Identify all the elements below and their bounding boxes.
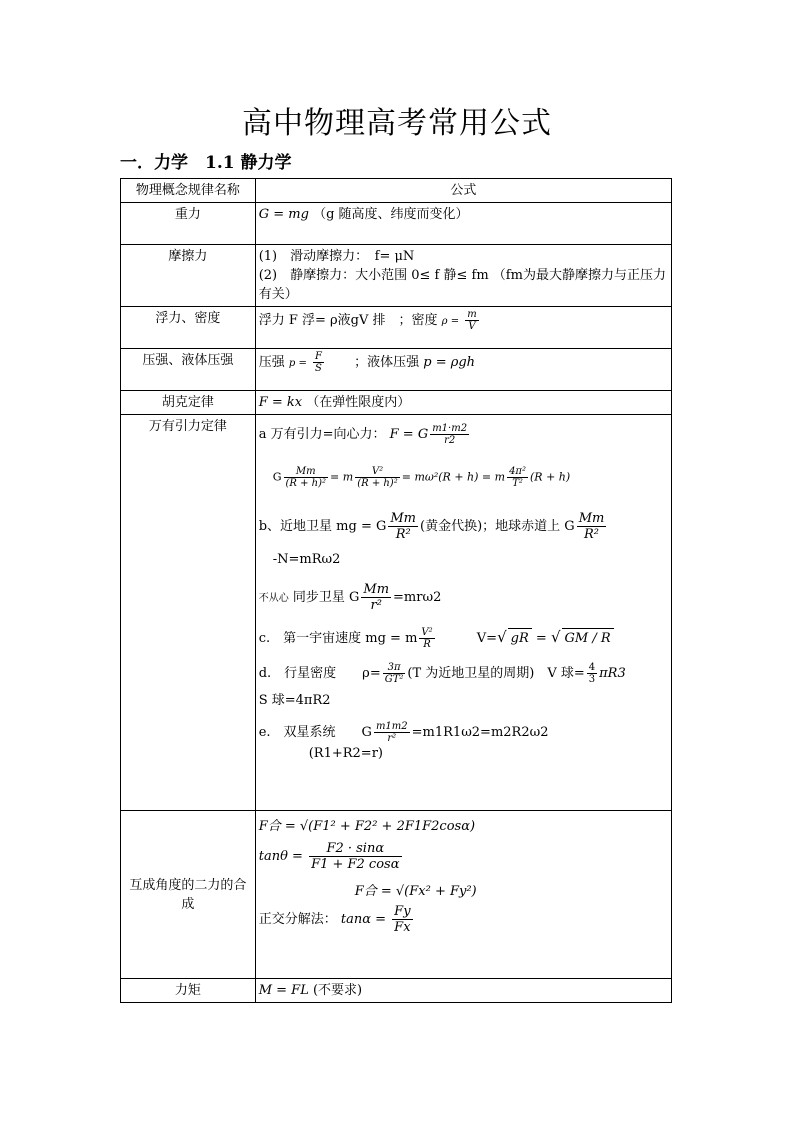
row-formula-torque [255, 979, 671, 1003]
pressure-text: 压强 [258, 355, 285, 370]
grav-d-s: S 球=4πR2 [258, 693, 331, 708]
grav-sync-label: 同步卫星 G [292, 590, 360, 605]
density-den: V [468, 321, 476, 332]
pressure-p: p = [288, 358, 307, 369]
grav-sync-tail: =mrω2 [393, 590, 442, 605]
density-fraction [465, 309, 478, 332]
comp-tan2-num: Fy [394, 904, 411, 919]
header-name: 物理概念规律名称 [121, 179, 256, 203]
grav-a-num: m1·m2 [432, 423, 468, 434]
table-header-row [121, 179, 672, 203]
grav-a-label: a 万有引力=向心力： [258, 427, 386, 442]
row-name-buoyancy: 浮力、密度 [121, 307, 256, 349]
hooke-formula: F = kx [258, 395, 303, 410]
grav-c-label: c. 第一宇宙速度 mg = m [258, 631, 418, 646]
row-formula-composition [255, 811, 671, 979]
comp-tan-line [259, 841, 668, 872]
grav-a-formula: F = G [389, 427, 429, 442]
grav-sync-line: 不从心 同步卫星 G $\frac{Mm}{\text{r²}}$ =mrω2 [258, 582, 442, 613]
pressure-num: F [314, 351, 322, 362]
table-row [121, 391, 672, 415]
buoyancy-text: 浮力 F 浮= ρ液gV 排 ；密度 [258, 313, 438, 328]
row-name-gravitation: 万有引力定律 [121, 415, 256, 811]
row-name-pressure: 压强、液体压强 [121, 349, 256, 391]
gravity-formula: G = mg [258, 207, 309, 222]
grav-d-tail: πR3 [599, 666, 626, 681]
grav-sync-prefix: 不从心 [258, 593, 289, 604]
table-row [121, 811, 672, 979]
grav-a-line [259, 423, 668, 446]
grav-e-label: e. 双星系统 G [258, 725, 372, 740]
comp-ortho-line [259, 904, 668, 935]
row-formula-buoyancy [255, 307, 671, 349]
row-formula-gravitation [255, 415, 671, 811]
comp-f1: F合 = √(F1² + F2² + 2F1F2cosα) [258, 819, 476, 834]
row-name-gravity: 重力 [121, 203, 256, 245]
friction-line2: (2) 静摩擦力：大小范围 0≤ f 静≤ fm （fm为最大静摩擦力与正压力有关） [258, 268, 666, 302]
grav-c-v: V= [476, 631, 498, 646]
row-formula-gravity [255, 203, 671, 245]
rho-symbol: ρ = [441, 316, 460, 327]
grav-b-label: b、近地卫星 mg = G [258, 519, 387, 534]
row-formula-pressure [255, 349, 671, 391]
pressure-den: S [315, 363, 322, 374]
gravity-note: （g 随高度、纬度而变化） [313, 207, 469, 222]
grav-b-line: b、近地卫星 mg = G $\frac{Mm}{\text{R²}}$ (黄金代换)；地球赤道上 G $\frac{Mm}{\text{R²}}$ [258, 511, 605, 542]
grav-e-r: (R1+R2=r) [308, 746, 383, 761]
comp-tan2-den: Fx [394, 920, 411, 935]
table-row [121, 415, 672, 811]
torque-note: (不要求) [312, 983, 363, 998]
liquid-pressure-text: ；液体压强 [354, 355, 420, 370]
hooke-note: （在弹性限度内） [306, 395, 411, 410]
grav-equation-line: G $\frac{Mm}{\text{(R + h)²}}$ = m $\frac{\text{V²}}{\text{(R + h)²}}$ = mω²(R + h) = m $\frac{\text{4π²}}{\text{T²}}$ (R + h) [272, 466, 571, 489]
grav-b-text2: (黄金代换)；地球赤道上 G [420, 519, 575, 534]
grav-c-sqrt2: GM / R [562, 628, 614, 649]
table-row [121, 307, 672, 349]
comp-tan-num: F2 · sinα [309, 841, 401, 857]
grav-e-line: e. 双星系统 G $\frac{m1m2}{\text{r²}}$ =m1R1ω2=m2R2ω2 (R1+R2=r) [258, 721, 549, 761]
grav-d-mid: (T 为近地卫星的周期) V 球= [407, 666, 585, 681]
grav-b-line2: -N=mRω2 [272, 552, 341, 567]
liquid-pressure-formula: p = ρgh [423, 355, 476, 370]
comp-tan-den: F1 + F2 cosα [311, 857, 400, 872]
table-row [121, 979, 672, 1003]
section-heading: 一．力学 1.1 静力学 [120, 153, 292, 173]
comp-ortho: 正交分解法： [258, 912, 337, 927]
grav-a-fraction [430, 423, 469, 446]
pressure-fraction [313, 351, 324, 374]
header-formula: 公式 [255, 179, 671, 203]
grav-a-den: r2 [444, 435, 456, 446]
row-name-hooke: 胡克定律 [121, 391, 256, 415]
table-row [121, 203, 672, 245]
grav-d-label: d. 行星密度 ρ= [258, 666, 381, 681]
grav-c-sqrt1: gR [508, 628, 532, 649]
page-title: 高中物理高考常用公式 [242, 106, 552, 141]
row-name-friction: 摩擦力 [121, 245, 256, 307]
row-formula-hooke [255, 391, 671, 415]
comp-f2: F合 = √(Fx² + Fy²) [354, 884, 477, 899]
density-num: m [467, 309, 477, 320]
friction-line1: (1) 滑动摩擦力： f= μN [258, 249, 415, 264]
grav-d-line: d. 行星密度 ρ= $\frac{3\pi}{\text{GT²}}$ (T 为近地卫星的周期) V 球= $\frac{4}{3}$ πR3 [258, 662, 626, 685]
row-name-composition: 互成角度的二力的合成 [121, 811, 256, 979]
grav-e-tail: =m1R1ω2=m2R2ω2 [411, 725, 549, 740]
grav-c-eq: = [535, 631, 547, 646]
formula-table [120, 178, 672, 1003]
comp-tan2-label: tanα = [340, 912, 387, 927]
table-row [121, 245, 672, 307]
row-name-torque: 力矩 [121, 979, 256, 1003]
comp-tan-label: tanθ = [258, 849, 303, 864]
table-row [121, 349, 672, 391]
grav-c-line: c. 第一宇宙速度 mg = m $\frac{\text{V²}}{R}$ V=√ gR = √ GM / R [259, 627, 668, 650]
torque-formula: M = FL [258, 983, 309, 998]
row-formula-friction [255, 245, 671, 307]
